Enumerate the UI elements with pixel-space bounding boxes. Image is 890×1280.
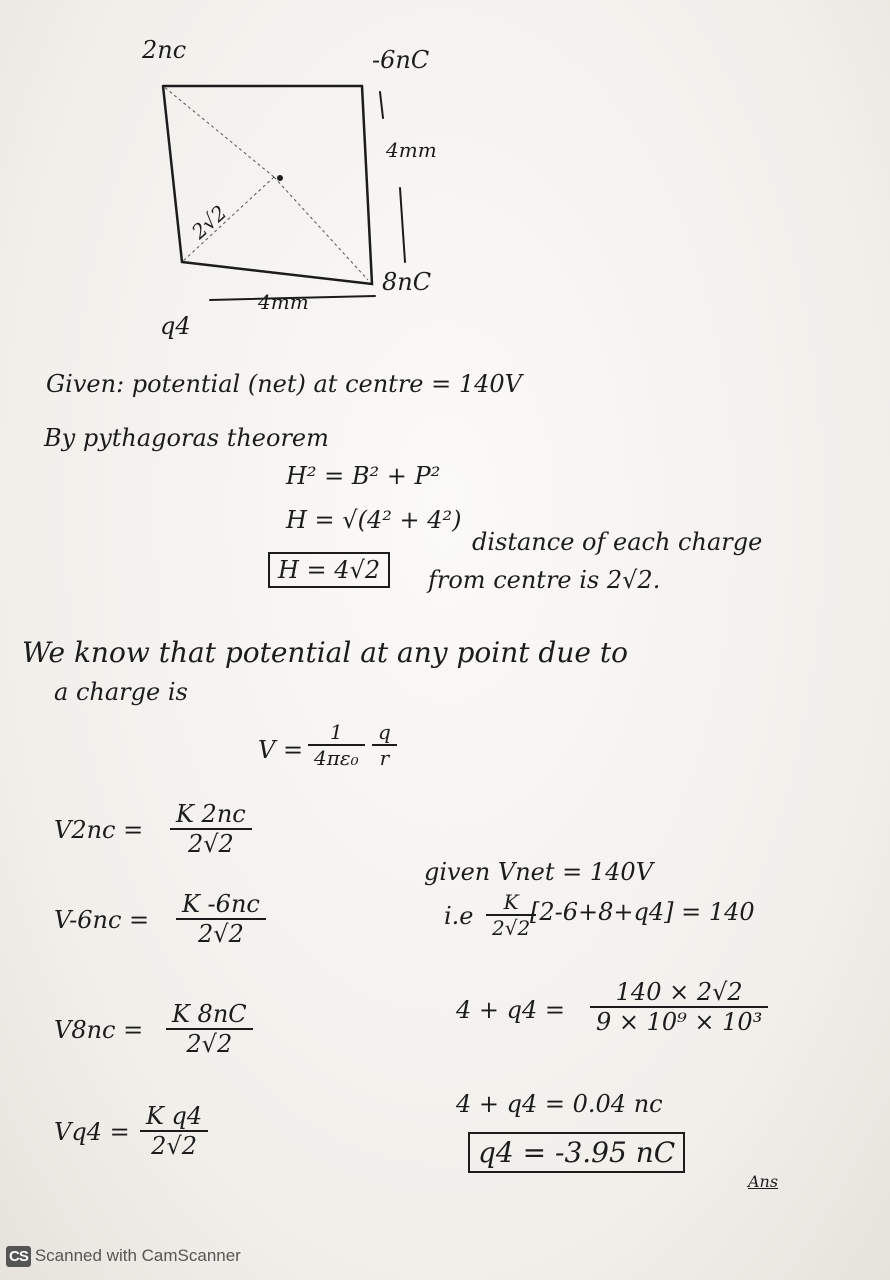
v-2nc-lhs: V2nc = — [54, 816, 144, 844]
distance-note-1: distance of each charge — [472, 528, 763, 556]
ie-num: K — [486, 890, 536, 916]
charge-bottom-right: 8nC — [382, 268, 432, 296]
equation-1: H² = B² + P² — [286, 462, 441, 490]
v-8nc-num: K 8nC — [166, 1000, 253, 1030]
ie-den: 2√2 — [492, 916, 531, 940]
equation-3-boxed: H = 4√2 — [268, 552, 390, 588]
v-minus6nc-den: 2√2 — [198, 920, 244, 948]
formula-q-den: r — [379, 746, 390, 770]
v-2nc-num: K 2nc — [170, 800, 252, 830]
given-vnet: given Vnet = 140V — [424, 858, 654, 886]
v-2nc-den: 2√2 — [187, 830, 234, 858]
formula-k-fraction — [308, 720, 365, 770]
v-minus6nc-fraction — [176, 890, 266, 948]
charge-top-left: 2nc — [142, 36, 187, 64]
v-minus6nc-num: K -6nc — [176, 890, 266, 920]
formula-q-fraction — [372, 720, 397, 770]
half-diagonal-label: 2√2 — [186, 200, 232, 244]
answer-tag: Ans — [748, 1172, 779, 1191]
formula-k-den: 4πε₀ — [314, 746, 359, 770]
ie-prefix: i.e — [444, 902, 474, 930]
given-line: Given: potential (net) at centre = 140V — [46, 370, 523, 398]
formula-k-num: 1 — [308, 720, 365, 746]
know-line-2: a charge is — [54, 678, 188, 706]
step-num: 140 × 2√2 — [590, 978, 768, 1008]
step-fraction — [590, 978, 768, 1036]
ie-bracket: [2-6+8+q4] = 140 — [530, 898, 755, 926]
pythagoras-line: By pythagoras theorem — [44, 424, 329, 452]
answer-boxed: q4 = -3.95 nC — [468, 1132, 685, 1173]
formula-lhs: V = — [258, 736, 304, 764]
side-right-label: 4mm — [386, 138, 437, 162]
step-2: 4 + q4 = 0.04 nc — [456, 1090, 663, 1118]
v-2nc-fraction — [170, 800, 252, 858]
side-bottom-label: 4mm — [258, 290, 309, 314]
v-q4-den: 2√2 — [151, 1132, 198, 1160]
camscanner-text: Scanned with CamScanner — [34, 1246, 241, 1265]
v-8nc-fraction — [166, 1000, 253, 1058]
distance-note-2: from centre is 2√2. — [428, 566, 661, 594]
v-8nc-den: 2√2 — [186, 1030, 233, 1058]
v-q4-num: K q4 — [140, 1102, 208, 1132]
ie-fraction — [486, 890, 536, 940]
know-line-1: We know that potential at any point due to — [22, 636, 628, 669]
v-8nc-lhs: V8nc = — [54, 1016, 144, 1044]
v-q4-lhs: Vq4 = — [54, 1118, 130, 1146]
square-diagram — [0, 0, 890, 340]
v-q4-fraction — [140, 1102, 208, 1160]
charge-bottom-left: q4 — [160, 312, 191, 340]
formula-q-num: q — [372, 720, 397, 746]
equation-2: H = √(4² + 4²) — [286, 506, 462, 534]
charge-top-right: -6nC — [372, 46, 430, 74]
step-lhs: 4 + q4 = — [456, 996, 566, 1024]
camscanner-footer — [6, 1242, 241, 1270]
step-den: 9 × 10⁹ × 10³ — [596, 1008, 763, 1036]
v-minus6nc-lhs: V-6nc = — [54, 906, 150, 934]
camscanner-logo-icon: CS — [6, 1246, 31, 1267]
